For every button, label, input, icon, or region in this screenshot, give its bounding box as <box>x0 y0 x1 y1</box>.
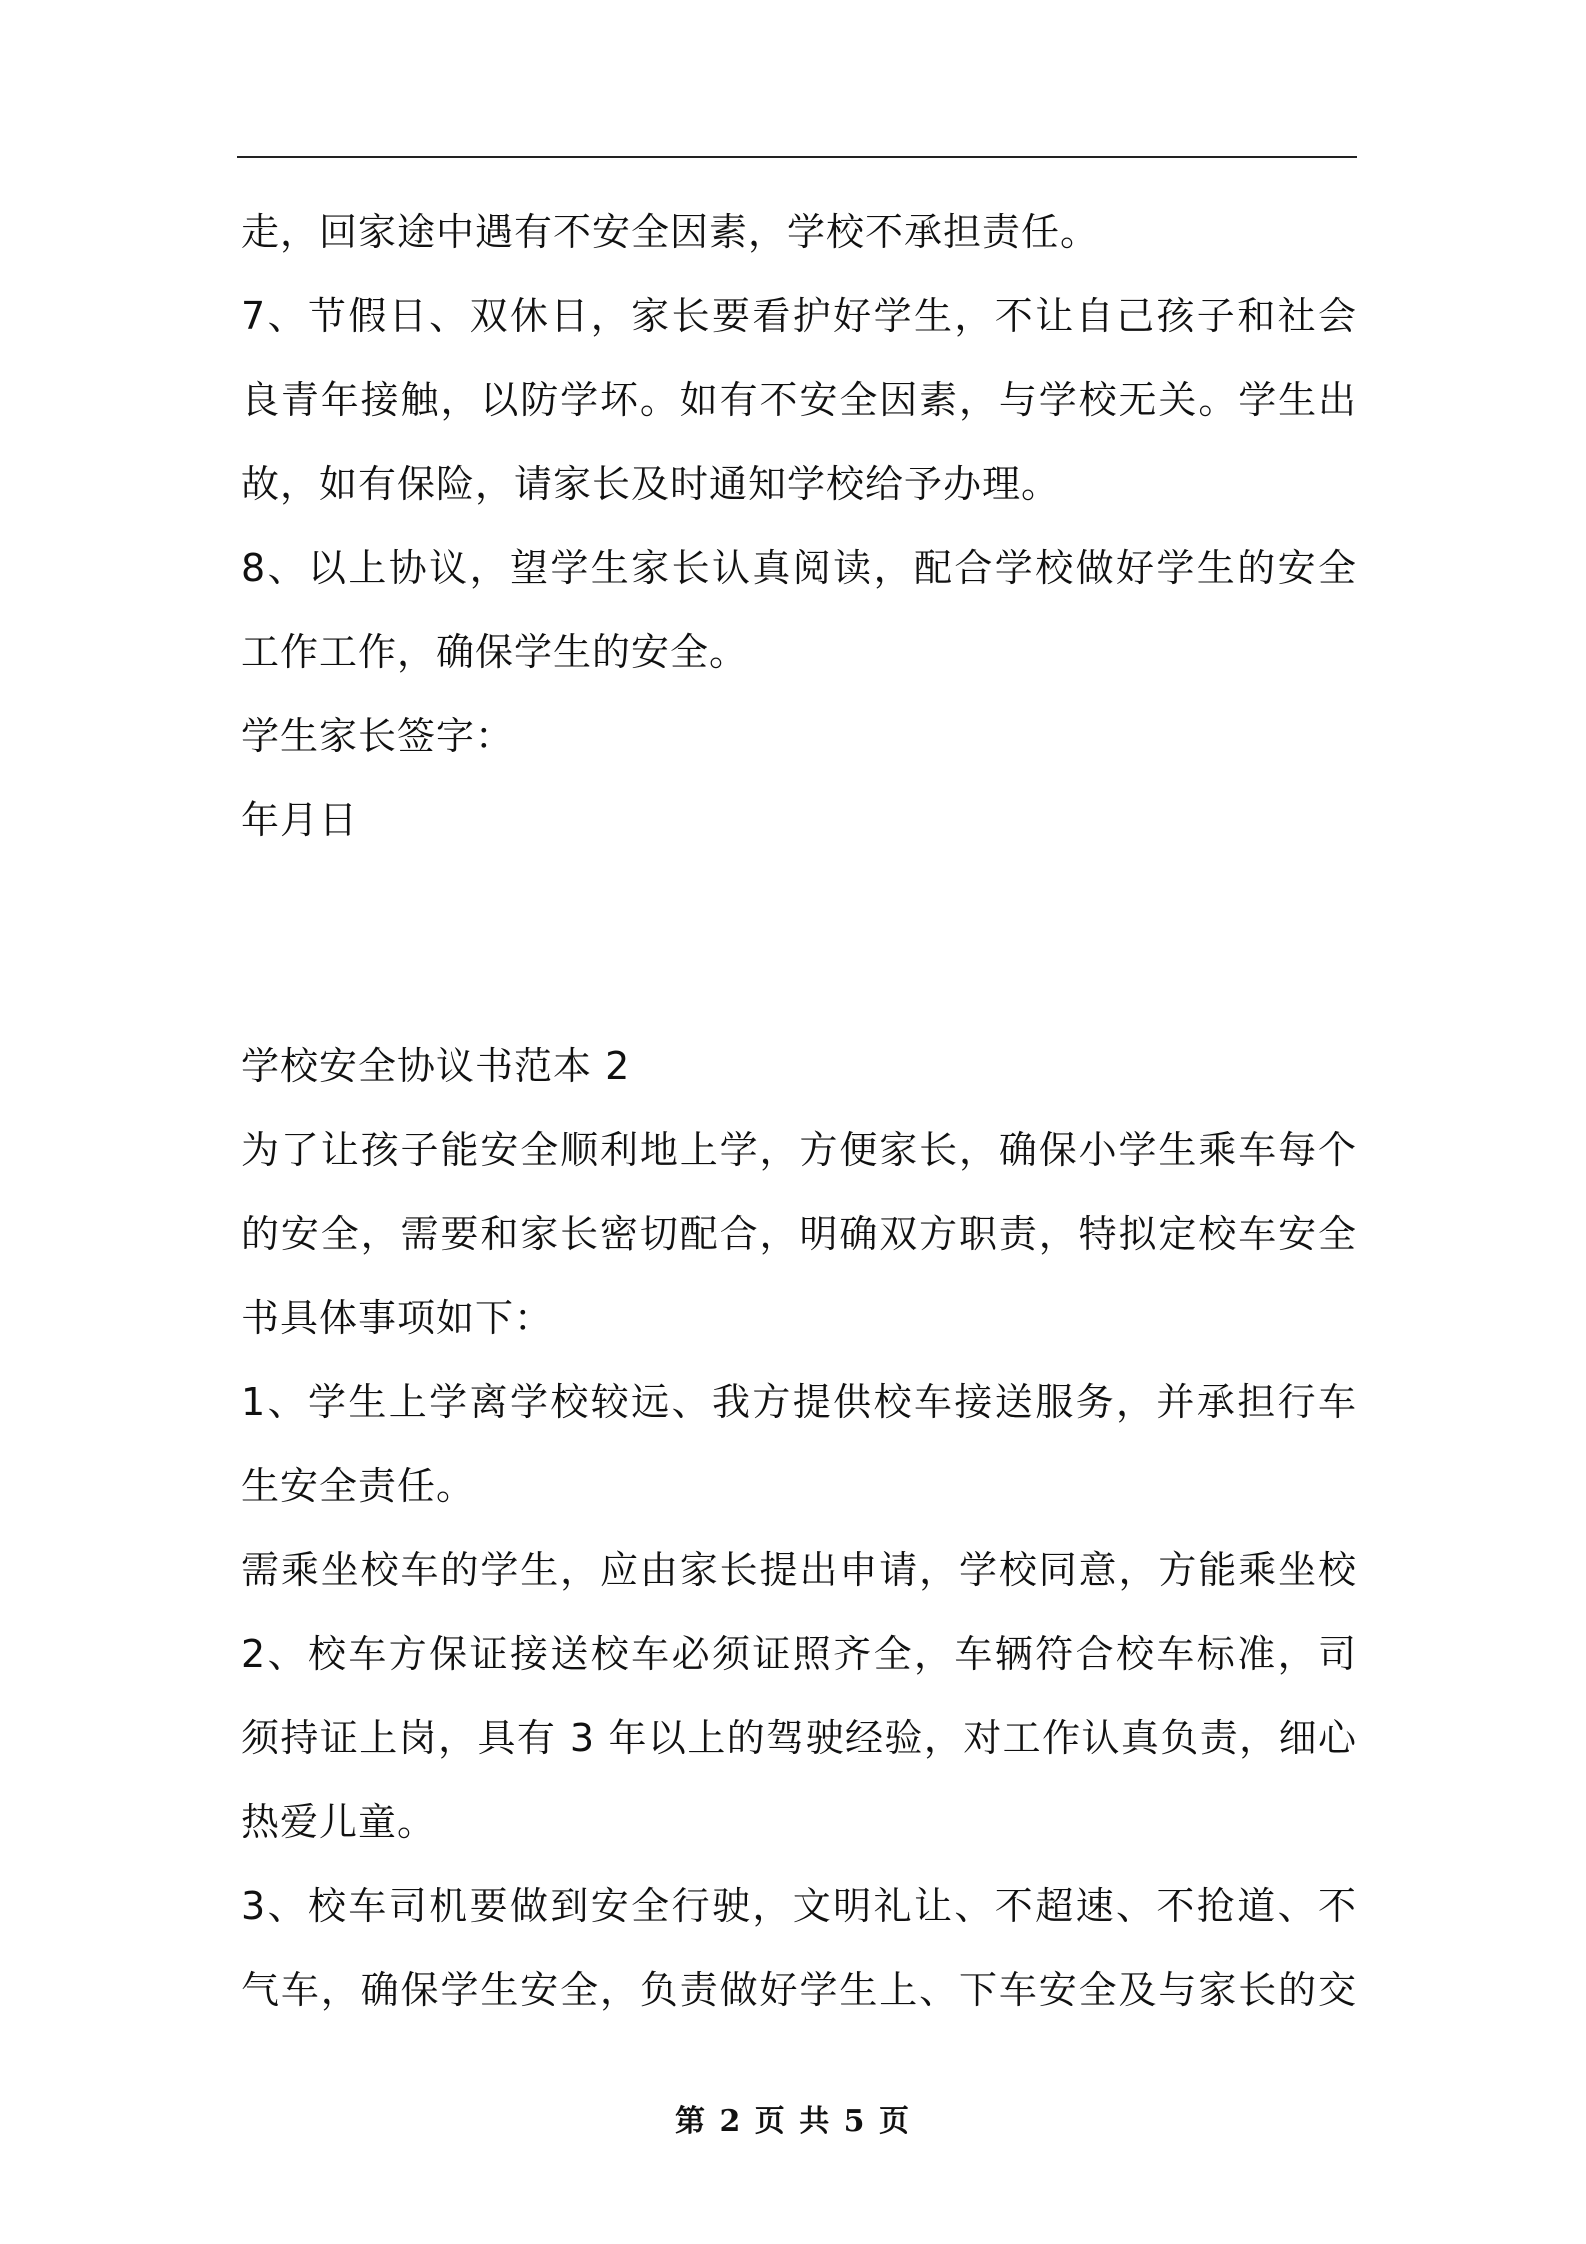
paragraph-line: 良青年接触，以防学坏。如有不安全因素，与学校无关。学生出 <box>241 378 1357 422</box>
paragraph-line: 3、校车司机要做到安全行驶，文明礼让、不超速、不抢道、不 <box>241 1884 1357 1928</box>
paragraph-line: 1、学生上学离学校较远、我方提供校车接送服务，并承担行车 <box>241 1380 1357 1424</box>
page-number: 第 2 页 共 5 页 <box>675 2104 911 2139</box>
paragraph-line: 故，如有保险，请家长及时通知学校给予办理。 <box>241 462 1061 506</box>
paragraph-line: 走，回家途中遇有不安全因素，学校不承担责任。 <box>241 210 1100 254</box>
signature-label: 学生家长签字： <box>241 714 515 758</box>
paragraph-line: 须持证上岗，具有 3 年以上的驾驶经验，对工作认真负责，细心 <box>241 1716 1357 1760</box>
date-label: 年月日 <box>241 798 359 842</box>
paragraph-line: 书具体事项如下： <box>241 1296 554 1340</box>
document-body <box>241 190 1357 2032</box>
paragraph-line: 生安全责任。 <box>241 1464 476 1508</box>
paragraph-line: 需乘坐校车的学生，应由家长提出申请，学校同意，方能乘坐校 <box>241 1548 1357 1592</box>
header-rule <box>237 156 1357 158</box>
paragraph-line: 的安全，需要和家长密切配合，明确双方职责，特拟定校车安全 <box>241 1212 1357 1256</box>
paragraph-line: 2、校车方保证接送校车必须证照齐全，车辆符合校车标准，司 <box>241 1632 1357 1676</box>
paragraph-line: 为了让孩子能安全顺利地上学，方便家长，确保小学生乘车每个 <box>241 1128 1357 1172</box>
paragraph-line: 热爱儿童。 <box>241 1800 437 1844</box>
paragraph-line: 8、以上协议，望学生家长认真阅读，配合学校做好学生的安全 <box>241 546 1357 590</box>
section-title: 学校安全协议书范本 2 <box>241 1044 631 1088</box>
section-spacer <box>241 862 1357 1024</box>
paragraph-line: 7、节假日、双休日，家长要看护好学生，不让自己孩子和社会 <box>241 294 1357 338</box>
paragraph-line: 气车，确保学生安全，负责做好学生上、下车安全及与家长的交 <box>241 1968 1357 2012</box>
paragraph-line: 工作工作，确保学生的安全。 <box>241 630 749 674</box>
